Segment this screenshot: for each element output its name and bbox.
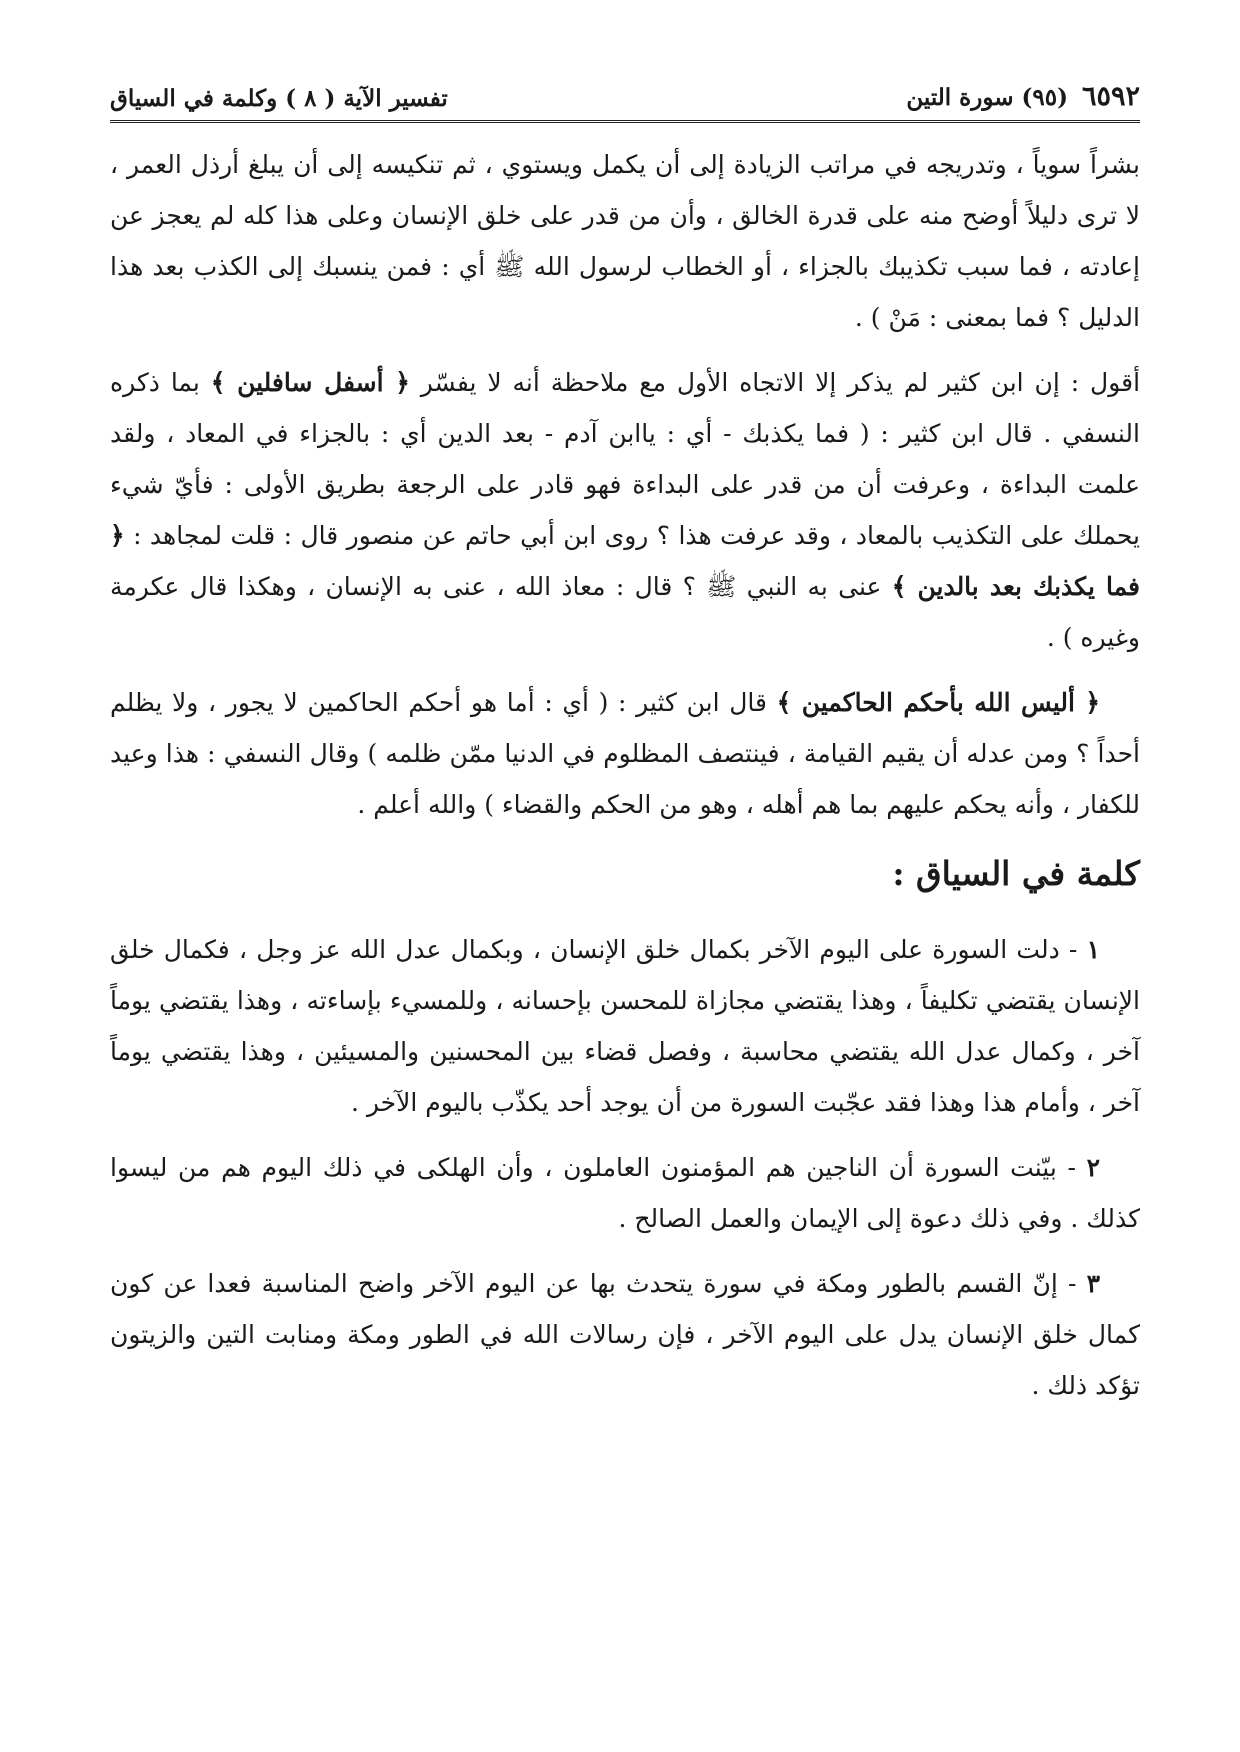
list-item [110,924,1140,1128]
book-page [110,78,1140,1718]
page-body [110,139,1140,1411]
paragraph-text: عنى به النبي ﷺ ؟ قال : معاذ الله ، عنى به الإنسان ، وهكذا قال عكرمة وغيره ) . [110,572,1140,652]
header-right [906,81,1140,112]
section-title: تفسير الآية ( ٨ ) وكلمة في السياق [110,85,448,112]
paragraph-commentary [110,357,1140,663]
paragraph-text: قال ابن كثير : ( أي : أما هو أحكم الحاكمين لا يجور ، ولا يظلم أحداً ؟ ومن عدله أن يقيم القيامة ، فينتصف المظلوم في الدنيا ممّن ظلمه ) وقال النسفي : هذا وعيد للكفار ، وأنه يحكم عليهم بما هم أهله ، وهو من الحكم والقضاء ) والله أعلم . [110,688,1140,819]
page-number: ٦٥٩٢ [1081,81,1140,112]
paragraph-text: أقول : إن ابن كثير لم يذكر إلا الاتجاه الأول مع ملاحظة أنه لا يفسّر [420,368,1141,397]
surah-title: (٩٥) سورة التين [906,84,1068,111]
paragraph-verse [110,677,1140,830]
item-number: ٢ [1086,1153,1100,1182]
item-text: - إنّ القسم بالطور ومكة في سورة يتحدث بها عن اليوم الآخر واضح المناسبة فعدا عن كون كمال خلق الإنسان يدل على اليوم الآخر ، فإن رسالات الله في الطور ومكة ومنابت التين والزيتون تؤكد ذلك . [110,1269,1140,1400]
list-item [110,1142,1140,1244]
list-item [110,1258,1140,1411]
paragraph-text: بشراً سوياً ، وتدريجه في مراتب الزيادة إلى أن يكمل ويستوي ، ثم تنكيسه إلى أن يبلغ أرذل العمر ، لا ترى دليلاً أوضح منه على قدرة الخالق ، وأن من قدر على خلق الإنسان وعلى هذا كله لم يعجز عن إعادته ، فما سبب تكذيبك بالجزاء ، أو الخطاب لرسول الله ﷺ أي : فمن ينسبك إلى الكذب بعد هذا الدليل ؟ فما بمعنى : مَنْ ) . [110,150,1140,332]
running-header [110,78,1140,123]
item-text: - بيّنت السورة أن الناجين هم المؤمنون العاملون ، وأن الهلكى في ذلك اليوم هم من ليسوا كذلك . وفي ذلك دعوة إلى الإيمان والعمل الصالح . [110,1153,1140,1233]
item-number: ١ [1086,935,1100,964]
paragraph-text: بما ذكره النسفي . قال ابن كثير : ( فما يكذبك - أي : ياابن آدم - بعد الدين أي : بالجزاء في المعاد ، ولقد علمت البداءة ، وعرفت أن من قدر على البداءة فهو قادر على الرجعة بطريق الأولى : فأيّ شيء يحملك على التكذيب بالمعاد ، وقد عرفت هذا ؟ روى ابن أبي حاتم عن منصور قال : قلت لمجاهد : [110,368,1140,550]
item-number: ٣ [1086,1269,1100,1298]
quran-quote: ﴿ فما يكذبك بعد بالدين ﴾ [110,521,1141,601]
paragraph-continuation [110,139,1140,343]
quran-quote: ﴿ أسفل سافلين ﴾ [210,368,410,397]
item-text: - دلت السورة على اليوم الآخر بكمال خلق الإنسان ، وبكمال عدل الله عز وجل ، فكمال خلق الإنسان يقتضي تكليفاً ، وهذا يقتضي مجازاة للمحسن بإحسانه ، وللمسيء بإساءته ، وهذا يقتضي يوماً آخر ، وكمال عدل الله يقتضي محاسبة ، وفصل قضاء بين المحسنين والمسيئين ، وهذا يقتضي يوماً آخر ، وأمام هذا وهذا فقد عجّبت السورة من أن يوجد أحد يكذّب باليوم الآخر . [110,935,1140,1117]
section-heading: كلمة في السياق : [892,854,1140,893]
quran-quote: ﴿ أليس الله بأحكم الحاكمين ﴾ [776,688,1101,717]
